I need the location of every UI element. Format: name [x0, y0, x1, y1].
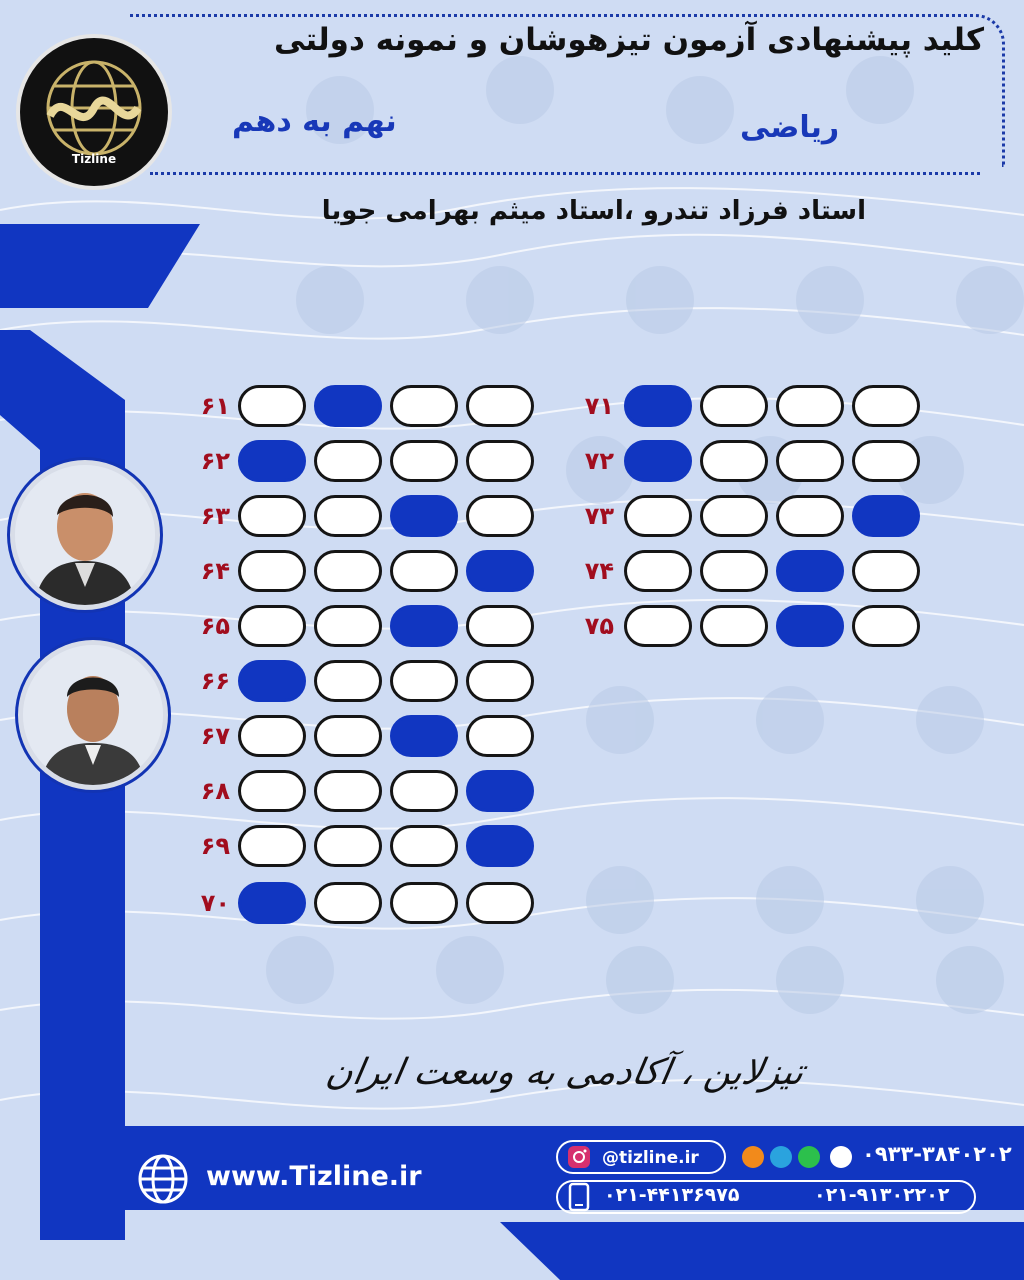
instagram-icon: [566, 1144, 592, 1170]
slogan-signature: تیزلاین ، آکادمی به وسعت ایران: [322, 1052, 808, 1093]
answer-bubble-selected: [466, 825, 534, 867]
question-number: ۷۴: [584, 557, 614, 585]
answer-bubble: [466, 715, 534, 757]
answer-bubble-selected: [390, 605, 458, 647]
answer-bubble-selected: [466, 770, 534, 812]
telegram-icon: [770, 1146, 792, 1168]
website-link[interactable]: www.Tizline.ir: [206, 1161, 422, 1192]
answer-bubble: [314, 605, 382, 647]
answer-bubble: [390, 660, 458, 702]
answer-bubble: [852, 605, 920, 647]
answer-bubble-selected: [390, 715, 458, 757]
answer-bubble: [700, 550, 768, 592]
question-number: ۶۸: [200, 777, 230, 805]
answer-bubble: [390, 550, 458, 592]
page-title: کلید پیشنهادی آزمون تیزهوشان و نمونه دولتی: [274, 22, 984, 58]
answer-bubble: [700, 605, 768, 647]
answer-bubble: [238, 825, 306, 867]
answer-bubble: [700, 440, 768, 482]
answer-bubble-selected: [466, 550, 534, 592]
answer-bubble: [314, 495, 382, 537]
answer-bubble: [466, 495, 534, 537]
whatsapp-icon: [798, 1146, 820, 1168]
answer-bubble: [314, 550, 382, 592]
grade-label: نهم به دهم: [232, 104, 397, 139]
question-number: ۶۱: [200, 392, 230, 420]
teacher-photo-1: [10, 460, 160, 610]
answer-bubble: [238, 385, 306, 427]
header-divider: [150, 172, 980, 175]
answer-bubble: [852, 385, 920, 427]
globe-icon: [136, 1152, 190, 1206]
phone-number-1[interactable]: ۰۲۱-۴۴۱۳۶۹۷۵: [604, 1184, 740, 1206]
answer-bubble: [466, 882, 534, 924]
answer-bubble: [314, 440, 382, 482]
answer-bubble: [390, 825, 458, 867]
question-number: ۶۴: [200, 557, 230, 585]
answer-bubble-selected: [390, 495, 458, 537]
question-number: ۶۶: [200, 667, 230, 695]
logo-text: Tizline: [71, 152, 117, 166]
question-number: ۷۲: [584, 447, 614, 475]
mobile-number[interactable]: ۰۹۳۳-۳۸۴۰۲۰۲: [862, 1142, 1012, 1166]
answer-bubble: [238, 495, 306, 537]
answer-bubble: [314, 825, 382, 867]
answer-bubble: [314, 660, 382, 702]
answer-bubble: [390, 440, 458, 482]
question-number: ۶۳: [200, 502, 230, 530]
answer-bubble: [390, 385, 458, 427]
answer-bubble: [700, 385, 768, 427]
verified-icon: [830, 1146, 852, 1168]
eitaa-icon: [742, 1146, 764, 1168]
phone-number-2[interactable]: ۰۲۱-۹۱۳۰۲۲۰۲: [814, 1184, 950, 1206]
tizline-logo: [20, 38, 168, 186]
answer-bubble: [466, 385, 534, 427]
instagram-handle: @tizline.ir: [602, 1148, 699, 1168]
answer-bubble: [238, 605, 306, 647]
answer-bubble: [238, 715, 306, 757]
answer-bubble: [852, 550, 920, 592]
phone-icon: [566, 1182, 592, 1212]
answer-bubble: [314, 715, 382, 757]
answer-bubble-selected: [776, 605, 844, 647]
question-number: ۷۰: [200, 889, 230, 917]
answer-bubble: [390, 882, 458, 924]
answer-bubble: [238, 770, 306, 812]
question-number: ۷۵: [584, 612, 614, 640]
question-number: ۶۲: [200, 447, 230, 475]
answer-bubble: [700, 495, 768, 537]
answer-bubble-selected: [624, 440, 692, 482]
answer-bubble: [466, 440, 534, 482]
question-number: ۶۹: [200, 832, 230, 860]
blue-band-top: [0, 224, 200, 308]
subject-label: ریاضی: [740, 110, 840, 145]
answer-bubble-selected: [314, 385, 382, 427]
answer-bubble-selected: [238, 660, 306, 702]
answer-bubble-selected: [776, 550, 844, 592]
teachers-label: استاد فرزاد تندرو ،استاد میثم بهرامی جویا: [321, 196, 866, 226]
question-number: ۶۵: [200, 612, 230, 640]
answer-bubble: [466, 660, 534, 702]
answer-bubble: [238, 550, 306, 592]
answer-bubble: [852, 440, 920, 482]
answer-bubble-selected: [852, 495, 920, 537]
answer-bubble: [776, 385, 844, 427]
answer-bubble-selected: [238, 882, 306, 924]
answer-bubble: [314, 882, 382, 924]
answer-bubble: [776, 440, 844, 482]
answer-bubble: [314, 770, 382, 812]
answer-bubble: [390, 770, 458, 812]
answer-bubble: [624, 550, 692, 592]
question-number: ۶۷: [200, 722, 230, 750]
answer-bubble-selected: [624, 385, 692, 427]
answer-bubble: [624, 605, 692, 647]
question-number: ۷۳: [584, 502, 614, 530]
teacher-photo-2: [18, 640, 168, 790]
answer-bubble-selected: [238, 440, 306, 482]
answer-bubble: [624, 495, 692, 537]
answer-bubble: [466, 605, 534, 647]
question-number: ۷۱: [584, 392, 614, 420]
answer-bubble: [776, 495, 844, 537]
